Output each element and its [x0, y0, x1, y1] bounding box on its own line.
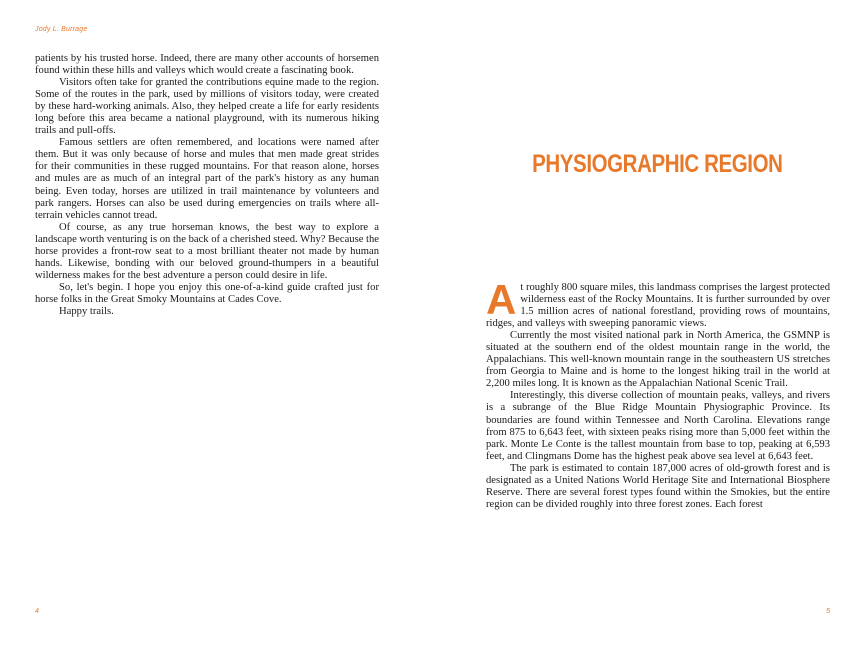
- opening-paragraph-text: t roughly 800 square miles, this landmass comprises the largest protected wilderness east of the Rocky Mountains. It is further surrounded by over 1.5 million acres of national forestland, providing rows of mountains, ridges, and valleys with sweeping panoramic views.: [486, 282, 830, 330]
- paragraph: Visitors often take for granted the contributions equine made to the region. Some of the routes in the park, used by millions of visitors today, were created by these hard-working animals. Also, they helped create a life for early residents long before this area became a national playground, with its numerous hiking trails and pull-offs.: [35, 77, 379, 137]
- page-number-right: 5: [826, 608, 830, 615]
- opening-paragraph: [486, 276, 830, 330]
- paragraph: So, let's begin. I hope you enjoy this one-of-a-kind guide crafted just for horse folks in the Great Smoky Mountains at Cades Cove.: [35, 281, 379, 305]
- paragraph: patients by his trusted horse. Indeed, there are many other accounts of horsemen found within these hills and valleys which would create a fascinating book.: [35, 53, 379, 77]
- page-number-left: 4: [35, 608, 39, 615]
- drop-cap: A: [486, 276, 517, 323]
- running-head: Jody L. Burrage: [35, 26, 88, 33]
- paragraph: Currently the most visited national park in North America, the GSMNP is situated at the southern end of the oldest mountain range in the world, the Appalachians. This well-known mountain range in the southeastern US stretches from Georgia to Maine and is home to the longest hiking trail in the world at 2,200 miles long. It is known as the Appalachian National Scenic Trail.: [486, 330, 830, 390]
- paragraph: Interestingly, this diverse collection of mountain peaks, valleys, and rivers is a subrange of the Blue Ridge Mountain Physiographic Province. Its boundaries are found within Tennessee and North Carolina. Elevations range from 875 to 6,643 feet, with sixteen peaks rising more than 5,000 feet within the park. Monte Le Conte is the tallest mountain from base to top, peaking at 6,593 feet, and Clingmans Dome has the highest peak above sea level at 6,643 feet.: [486, 390, 830, 462]
- paragraph: Famous settlers are often remembered, and locations were named after them. But it was only because of horse and mules that men made great strides for their communities in these rugged mountains. For that reason alone, horses and mules are as much of an integral part of the park's history as any human being. Even today, horses are utilized in trail maintenance by volunteers and park rangers. Horses can also be used during emergencies on trails where all-terrain vehicles cannot tread.: [35, 137, 379, 221]
- chapter-title: PHYSIOGRAPHIC REGION: [532, 150, 783, 178]
- right-body-text: [486, 276, 830, 511]
- paragraph: Of course, as any true horseman knows, the best way to explore a landscape worth venturing is on the back of a cherished steed. Why? Because the horse provides a front-row seat to a most brilliant theater not made by human hands. Likewise, bonding with our beloved ground-thumpers in a beautiful wilderness makes for the best adventure a person could desire in life.: [35, 221, 379, 281]
- right-page: [432, 0, 864, 648]
- paragraph: The park is estimated to contain 187,000 acres of old-growth forest and is designated as a United Nations World Heritage Site and International Biosphere Reserve. There are several forest types found within the Smokies, but the entire region can be divided roughly into three forest zones. Each forest: [486, 462, 830, 510]
- paragraph: Happy trails.: [59, 305, 114, 317]
- left-body-text: [35, 53, 379, 318]
